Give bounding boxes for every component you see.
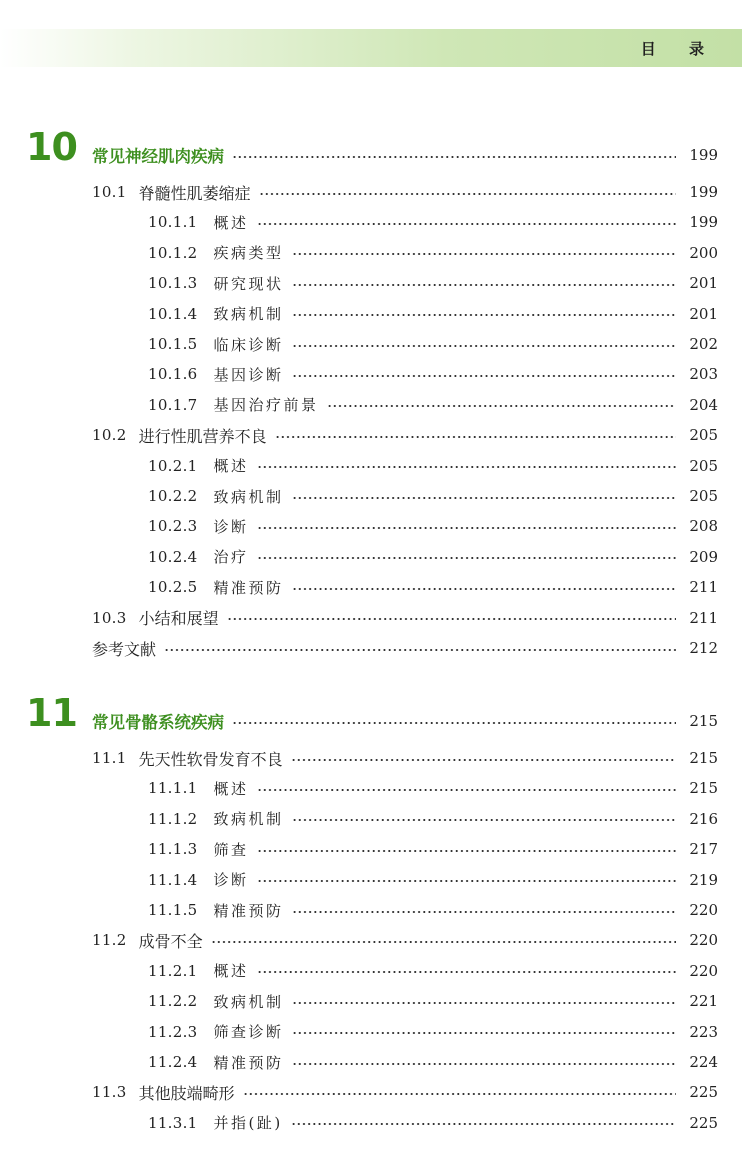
page-number: 201 bbox=[689, 304, 718, 323]
dot-leader bbox=[291, 1123, 676, 1125]
subsection-title: 概述 bbox=[213, 213, 249, 232]
section-number: 10.2 bbox=[92, 426, 127, 445]
subsection-number: 10.1.5 bbox=[148, 335, 198, 353]
subsection-title: 临床诊断 bbox=[213, 335, 284, 354]
subsection-title: 概述 bbox=[213, 457, 249, 476]
section-number: 10.1 bbox=[92, 183, 127, 201]
dot-leader bbox=[257, 789, 676, 791]
subsection-title: 疾病类型 bbox=[213, 244, 284, 263]
subsection-title: 研究现状 bbox=[213, 274, 284, 293]
subsection-title: 致病机制 bbox=[213, 992, 284, 1011]
dot-leader bbox=[327, 405, 676, 407]
dot-leader bbox=[292, 253, 676, 255]
page-number: 224 bbox=[689, 1053, 718, 1071]
page-number: 211 bbox=[689, 608, 718, 627]
subsection-number: 11.2.2 bbox=[148, 992, 198, 1011]
page-number: 199 bbox=[689, 183, 718, 201]
toc-subsection-entry[interactable] bbox=[148, 484, 718, 508]
toc-subsection-entry[interactable] bbox=[148, 545, 718, 569]
toc-chapter-entry[interactable] bbox=[92, 143, 718, 167]
dot-leader bbox=[292, 375, 676, 377]
toc-subsection-entry[interactable] bbox=[148, 807, 718, 831]
subsection-number: 11.2.4 bbox=[148, 1053, 198, 1071]
dot-leader bbox=[292, 1063, 676, 1065]
page-number: 223 bbox=[689, 1022, 718, 1041]
subsection-title: 致病机制 bbox=[213, 487, 284, 506]
subsection-title: 筛查诊断 bbox=[213, 1023, 284, 1042]
toc-subsection-entry[interactable] bbox=[148, 271, 718, 295]
page-number: 216 bbox=[689, 809, 718, 828]
dot-leader bbox=[259, 193, 676, 195]
toc-subsection-entry[interactable] bbox=[148, 514, 718, 538]
dot-leader bbox=[257, 850, 676, 852]
toc-subsection-entry[interactable] bbox=[148, 575, 718, 599]
toc-subsection-entry[interactable] bbox=[148, 393, 718, 417]
subsection-number: 10.2.5 bbox=[148, 578, 198, 597]
chapter-title: 常见神经肌肉疾病 bbox=[92, 147, 224, 166]
subsection-number: 10.2.3 bbox=[148, 517, 198, 536]
dot-leader bbox=[232, 156, 676, 158]
section-title: 进行性肌营养不良 bbox=[138, 426, 267, 446]
dot-leader bbox=[257, 223, 676, 225]
page-number: 221 bbox=[689, 992, 718, 1011]
dot-leader bbox=[292, 911, 676, 913]
chapter-number: 11 bbox=[26, 691, 77, 735]
subsection-number: 11.1.4 bbox=[148, 870, 198, 889]
subsection-number: 10.1.1 bbox=[148, 213, 198, 232]
dot-leader bbox=[292, 1032, 676, 1034]
section-title: 脊髓性肌萎缩症 bbox=[138, 183, 251, 203]
page-number: 217 bbox=[689, 840, 718, 859]
subsection-title: 基因治疗前景 bbox=[213, 396, 319, 415]
dot-leader bbox=[292, 345, 676, 347]
page-number: 205 bbox=[689, 426, 718, 445]
subsection-title: 诊断 bbox=[213, 871, 249, 890]
page-number: 220 bbox=[689, 901, 718, 919]
toc-section-entry[interactable] bbox=[92, 746, 718, 770]
page-number: 215 bbox=[689, 779, 718, 798]
toc-subsection-entry[interactable] bbox=[148, 454, 718, 478]
dot-leader bbox=[211, 941, 676, 943]
subsection-number: 11.1.2 bbox=[148, 809, 198, 828]
page-number: 219 bbox=[689, 870, 718, 889]
subsection-number: 11.2.3 bbox=[148, 1022, 198, 1041]
page-number: 205 bbox=[689, 456, 718, 475]
page-number: 220 bbox=[689, 961, 718, 980]
page-number: 215 bbox=[689, 749, 718, 767]
toc-subsection-entry[interactable] bbox=[148, 776, 718, 800]
section-title: 先天性软骨发育不良 bbox=[138, 749, 283, 769]
toc-subsection-entry[interactable] bbox=[148, 837, 718, 861]
toc-subsection-entry[interactable] bbox=[148, 959, 718, 983]
subsection-title: 筛查 bbox=[213, 840, 249, 859]
toc-section-entry[interactable] bbox=[92, 636, 718, 660]
subsection-title: 基因诊断 bbox=[213, 365, 284, 384]
dot-leader bbox=[275, 436, 676, 438]
subsection-title: 致病机制 bbox=[213, 305, 284, 324]
toc-section-entry[interactable] bbox=[92, 1080, 718, 1104]
page-number: 215 bbox=[689, 712, 718, 730]
subsection-number: 10.1.4 bbox=[148, 304, 198, 323]
header-title: 目 录 bbox=[640, 40, 718, 58]
page-number: 201 bbox=[689, 274, 718, 293]
toc-subsection-entry[interactable] bbox=[148, 241, 718, 265]
dot-leader bbox=[292, 497, 676, 499]
page-number: 202 bbox=[689, 335, 718, 353]
page-number: 220 bbox=[689, 931, 718, 950]
toc-subsection-entry[interactable] bbox=[148, 868, 718, 892]
section-title: 小结和展望 bbox=[138, 609, 219, 629]
page-number: 203 bbox=[689, 365, 718, 384]
toc-subsection-entry[interactable] bbox=[148, 1020, 718, 1044]
subsection-number: 10.1.2 bbox=[148, 243, 198, 262]
dot-leader bbox=[257, 971, 676, 973]
subsection-number: 10.2.4 bbox=[148, 547, 198, 566]
section-title: 成骨不全 bbox=[138, 931, 203, 951]
subsection-title: 精准预防 bbox=[213, 901, 284, 920]
dot-leader bbox=[257, 880, 676, 882]
subsection-number: 10.2.2 bbox=[148, 487, 198, 505]
dot-leader bbox=[257, 466, 676, 468]
page-number: 204 bbox=[689, 395, 718, 414]
section-title: 其他肢端畸形 bbox=[138, 1083, 235, 1103]
subsection-title: 治疗 bbox=[213, 548, 249, 567]
toc-subsection-entry[interactable] bbox=[148, 362, 718, 386]
dot-leader bbox=[292, 819, 676, 821]
dot-leader bbox=[227, 618, 676, 620]
subsection-title: 概述 bbox=[213, 779, 249, 798]
subsection-number: 10.2.1 bbox=[148, 456, 198, 475]
subsection-number: 11.2.1 bbox=[148, 961, 198, 980]
dot-leader bbox=[243, 1093, 676, 1095]
section-number: 11.2 bbox=[92, 931, 127, 950]
dot-leader bbox=[291, 759, 676, 761]
page-number: 200 bbox=[689, 243, 718, 262]
subsection-number: 11.1.5 bbox=[148, 901, 198, 919]
subsection-title: 精准预防 bbox=[213, 578, 284, 597]
toc-subsection-entry[interactable] bbox=[148, 1050, 718, 1074]
page-number: 208 bbox=[689, 517, 718, 536]
chapter-number: 10 bbox=[26, 125, 77, 169]
dot-leader bbox=[292, 588, 676, 590]
subsection-number: 10.1.7 bbox=[148, 395, 198, 414]
toc-subsection-entry[interactable] bbox=[148, 332, 718, 356]
page-number: 212 bbox=[689, 639, 718, 657]
dot-leader bbox=[164, 649, 676, 651]
section-number: 10.3 bbox=[92, 608, 127, 627]
page-number: 199 bbox=[689, 146, 718, 164]
dot-leader bbox=[292, 1002, 676, 1004]
toc-section-entry[interactable] bbox=[92, 606, 718, 630]
toc-section-entry[interactable] bbox=[92, 180, 718, 204]
chapter-title: 常见骨骼系统疾病 bbox=[92, 713, 224, 732]
toc-subsection-entry[interactable] bbox=[148, 898, 718, 922]
page-number: 211 bbox=[689, 578, 718, 597]
dot-leader bbox=[292, 314, 676, 316]
toc-subsection-entry[interactable] bbox=[148, 1111, 718, 1135]
dot-leader bbox=[257, 557, 676, 559]
subsection-title: 精准预防 bbox=[213, 1053, 284, 1072]
section-number: 11.3 bbox=[92, 1083, 127, 1102]
section-number: 11.1 bbox=[92, 749, 127, 767]
subsection-title: 并指(趾) bbox=[213, 1114, 283, 1133]
subsection-title: 诊断 bbox=[213, 517, 249, 536]
page-number: 225 bbox=[689, 1083, 718, 1102]
section-title: 参考文献 bbox=[92, 639, 157, 659]
toc-subsection-entry[interactable] bbox=[148, 210, 718, 234]
page-number: 199 bbox=[689, 213, 718, 232]
toc-subsection-entry[interactable] bbox=[148, 302, 718, 326]
subsection-number: 10.1.3 bbox=[148, 274, 198, 293]
dot-leader bbox=[257, 527, 676, 529]
subsection-title: 概述 bbox=[213, 962, 249, 981]
toc-section-entry[interactable] bbox=[92, 423, 718, 447]
subsection-number: 11.3.1 bbox=[148, 1113, 198, 1132]
page-number: 225 bbox=[689, 1113, 718, 1132]
subsection-number: 11.1.3 bbox=[148, 840, 198, 859]
toc-subsection-entry[interactable] bbox=[148, 989, 718, 1013]
page-number: 205 bbox=[689, 487, 718, 505]
subsection-number: 11.1.1 bbox=[148, 779, 198, 798]
subsection-title: 致病机制 bbox=[213, 810, 284, 829]
subsection-number: 10.1.6 bbox=[148, 365, 198, 384]
dot-leader bbox=[232, 722, 676, 724]
page-number: 209 bbox=[689, 547, 718, 566]
toc-section-entry[interactable] bbox=[92, 928, 718, 952]
toc-chapter-entry[interactable] bbox=[92, 709, 718, 733]
dot-leader bbox=[292, 284, 676, 286]
